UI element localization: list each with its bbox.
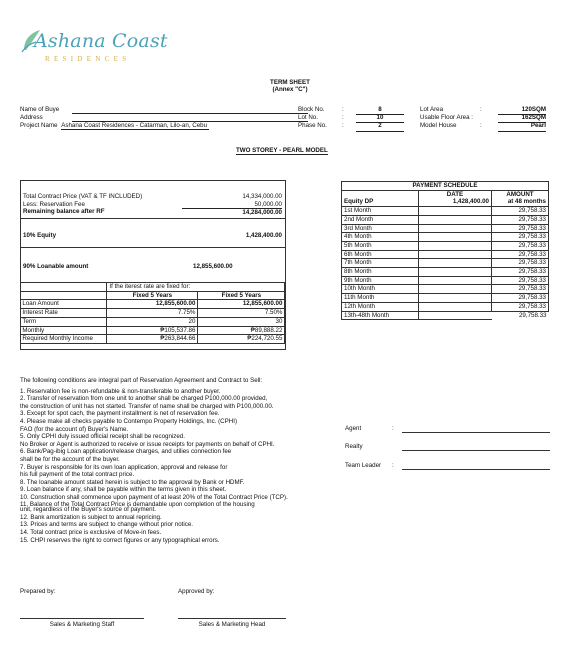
condition-item: 5. Only CPHI duly issued official receipt shall be recognized.	[20, 433, 185, 441]
schedule-date[interactable]	[419, 215, 492, 224]
approved-by-label: Approved by:	[178, 588, 215, 595]
realty-label: Realty	[345, 443, 363, 450]
lot-area-label: Lot Area	[420, 106, 444, 113]
loan-row-label: Term	[20, 317, 107, 326]
colon: :	[480, 122, 482, 130]
lot-label: Lot No.	[298, 114, 318, 122]
schedule-month: 9th Month	[342, 276, 419, 285]
phase-label: Phase No.	[298, 122, 327, 130]
schedule-amount: 29,758.33	[492, 302, 549, 311]
loan-row	[20, 300, 285, 309]
model-title-text: TWO STOREY - PEARL MODEL	[236, 147, 328, 154]
block-label: Block No.	[298, 106, 325, 113]
model-label: Model House	[420, 122, 457, 130]
tcp-block	[23, 193, 142, 216]
loan-row-col1: ₱105,537.86	[107, 326, 198, 335]
condition-item: 6. Bank/Pag-ibig Loan application/release charges, and utilies connection fee	[20, 448, 232, 456]
colon: :	[342, 106, 344, 113]
payment-schedule	[341, 181, 549, 320]
condition-item: his full payment of the total contract price.	[20, 471, 135, 479]
schedule-month: 6th Month	[342, 250, 419, 259]
loan-row	[20, 326, 285, 335]
schedule-row	[342, 276, 549, 285]
agent-line[interactable]	[402, 432, 550, 433]
condition-item: The following conditions are integral part of Reservation Agreement and Contract to Sell:	[20, 377, 263, 384]
schedule-month: 11th Month	[342, 294, 419, 303]
brand-name: Ashana Coast	[34, 30, 168, 52]
schedule-row	[342, 268, 549, 277]
floor-area-value: 162SQM	[498, 114, 546, 123]
schedule-amount: 29,758.33	[492, 285, 549, 294]
condition-item: shall be for the account of the buyer.	[20, 455, 120, 463]
schedule-amount: 29,758.33	[492, 294, 549, 303]
schedule-amount: 29,758.33	[492, 276, 549, 285]
tcp-label: Total Contract Price (VAT & TF INCLUDED)	[23, 193, 143, 200]
loan-row-col2: ₱89,888.22	[198, 326, 285, 335]
team-leader-label: Team Leader	[345, 462, 382, 469]
team-leader-line[interactable]	[402, 469, 550, 470]
schedule-month: 12th Month	[342, 302, 419, 311]
equity-dp-label: Equity DP	[342, 198, 419, 206]
tcp-values	[182, 193, 282, 217]
title-line-1: TERM SHEET	[270, 79, 310, 86]
loan-row-col2: 7.50%	[198, 309, 285, 318]
loan-row	[20, 335, 285, 344]
condition-item: 13. Prices and terms are subject to change without prior notice.	[20, 521, 193, 529]
loan-row-label: Loan Amount	[20, 300, 107, 309]
balance-value: 14,284,000.00	[242, 209, 282, 217]
condition-item: 1. Reservation fee is non-refundable & non-transferable to another buyer.	[20, 387, 221, 395]
schedule-amount: 29,758.33	[492, 215, 549, 224]
condition-item: 3. Except for spot cach, the payment installment is net of reservation fee.	[20, 410, 220, 418]
condition-item: 2. Transfer of reservation from one unit to another shall be charged P100,000.00 provided,	[20, 395, 268, 403]
lot-value: 10	[356, 114, 404, 123]
loan-table	[20, 282, 285, 344]
condition-item: 11. Balance of the Total Contract Price is demandable upon completion of the housing unit, regardless of the Buyer's source of payment.	[20, 500, 255, 513]
condition-item: No Broker or Agent is authorized to receive or issue receipts for payments on behalf of CPHI.	[20, 440, 275, 448]
head-label: Sales & Marketing Head	[198, 621, 266, 628]
colon: :	[480, 106, 482, 113]
schedule-row	[342, 302, 549, 311]
schedule-month: 10th Month	[342, 285, 419, 294]
schedule-month: 3rd Month	[342, 224, 419, 233]
condition-item: 15. CHPI reserves the right to correct figures or any typographical errors.	[20, 536, 220, 544]
condition-item: FAO (for the account of) Buyer's Name.	[20, 425, 129, 433]
condition-item: 9. Loan balance if any, shall be payable within the terms given in this sheet.	[20, 486, 227, 494]
unit-info	[298, 106, 558, 131]
schedule-date[interactable]	[419, 259, 492, 268]
schedule-month: 13th-48th Month	[342, 311, 419, 320]
loanable-value: 12,855,600.00	[193, 263, 233, 270]
schedule-row	[342, 285, 549, 294]
colon: :	[342, 114, 344, 122]
loan-row-label: Interest Rate	[20, 309, 107, 318]
block-value: 8	[356, 106, 404, 115]
schedule-date[interactable]	[419, 233, 492, 242]
balance-label: Remaining balance after RF	[23, 208, 105, 216]
loan-row-col2: 30	[198, 317, 285, 326]
rf-value: 50,000.00	[182, 201, 282, 210]
schedule-month: 2nd Month	[342, 215, 419, 224]
project-name-value: Ashana Coast Residences - Catarman, Lilo-an, Cebu	[61, 122, 208, 130]
loanable-label: 90% Loanable amount	[23, 263, 89, 270]
equity-dp-amount: 1,428,400.00	[419, 198, 492, 206]
schedule-row	[342, 215, 549, 224]
schedule-row	[342, 259, 549, 268]
schedule-date[interactable]	[419, 207, 492, 216]
pricing-table	[20, 180, 286, 350]
company-logo	[20, 28, 168, 68]
buyer-name-label: Name of Buye	[20, 106, 60, 113]
model-value: Pearl	[498, 122, 546, 131]
condition-item: 10. Construction shall commence upon payment of at least 20% of the Total Contract Price (TCP).	[20, 493, 288, 501]
loan-row	[20, 317, 285, 326]
schedule-month: 4th Month	[342, 233, 419, 242]
model-title	[236, 147, 328, 154]
schedule-date[interactable]	[419, 224, 492, 233]
schedule-date[interactable]	[419, 285, 492, 294]
condition-item: 4. Please make all checks payable to Contempo Property Holdings, Inc. (CPHI)	[20, 417, 238, 425]
agent-label: Agent	[345, 425, 362, 432]
schedule-amount: 29,758.33	[492, 259, 549, 268]
buyer-name-field[interactable]	[72, 106, 308, 114]
prepared-by-line[interactable]	[20, 618, 144, 619]
colon: :	[342, 122, 344, 130]
title-line-2: (Annex "C")	[272, 86, 308, 93]
schedule-amount: 29,758.33	[518, 311, 547, 319]
phase-value: 2	[356, 122, 404, 131]
loan-row-col1: 7.75%	[107, 309, 198, 318]
condition-item: the construction of unit has not started. Transfer of name shall be charged with P100,000.00.	[20, 402, 274, 410]
loan-row-col1: 12,855,600.00	[107, 300, 198, 309]
col1-header: Fixed 5 Years	[107, 291, 198, 300]
schedule-row	[342, 224, 549, 233]
schedule-amount: 29,758.33	[492, 250, 549, 259]
loan-row	[20, 309, 285, 318]
rf-label: Less: Reservation Fee	[23, 200, 85, 208]
agent-colon: :	[392, 425, 394, 432]
approved-by-line[interactable]	[178, 618, 286, 619]
schedule-month: 1st Month	[342, 207, 419, 216]
schedule-date[interactable]	[419, 294, 492, 303]
equity-value: 1,428,400.00	[245, 232, 282, 239]
schedule-month: 7th Month	[342, 259, 419, 268]
schedule-date[interactable]	[419, 241, 492, 250]
schedule-month: 5th Month	[342, 241, 419, 250]
equity-dp-terms: at 48 months	[492, 198, 549, 206]
loan-row-label: Required Monthly Income	[20, 335, 107, 344]
col2-header: Fixed 5 Years	[198, 291, 285, 300]
schedule-date[interactable]	[419, 302, 492, 311]
realty-line[interactable]	[402, 450, 550, 451]
loan-row-col2: ₱224,720.55	[198, 335, 285, 344]
document-title	[220, 79, 360, 93]
schedule-amount: 29,758.33	[492, 207, 549, 216]
buyer-info	[20, 106, 209, 131]
schedule-title: PAYMENT SCHEDULE	[342, 182, 549, 191]
schedule-date[interactable]	[419, 268, 492, 277]
loan-row-label: Monthly	[20, 326, 107, 335]
schedule-date[interactable]	[419, 250, 492, 259]
prepared-by-label: Prepared by:	[20, 588, 56, 595]
loan-row-col1: 20	[107, 317, 198, 326]
schedule-amount: 29,758.33	[492, 233, 549, 242]
schedule-row	[342, 207, 549, 216]
brand-subtitle: RESIDENCES	[45, 55, 131, 63]
schedule-row	[342, 233, 549, 242]
interest-header: If the iterest rate are fixed for:	[107, 283, 285, 292]
tcp-value: 14,334,000.00	[242, 193, 282, 200]
condition-item: 12. Bank amortization is subject to annual repricing.	[20, 513, 162, 521]
schedule-amount: 29,758.33	[492, 241, 549, 250]
date-header: DATE	[419, 190, 492, 198]
staff-label: Sales & Marketing Staff	[49, 621, 115, 628]
schedule-date[interactable]	[419, 311, 492, 320]
conditions-list	[20, 377, 320, 544]
team-leader-colon: :	[392, 462, 394, 469]
equity-label: 10% Equity	[23, 232, 57, 239]
floor-area-label: Usable Floor Area :	[420, 114, 473, 122]
condition-item: 8. The loanable amount stated herein is subject to the approval by Bank or HDMF.	[20, 478, 245, 486]
schedule-row	[342, 241, 549, 250]
project-name-label: Project Name	[20, 122, 58, 130]
schedule-row	[342, 294, 549, 303]
condition-item: 14. Total contract price is exclusive of Move-in fees.	[20, 529, 162, 536]
schedule-row	[342, 250, 549, 259]
schedule-month: 8th Month	[342, 268, 419, 277]
condition-item: 7. Buyer is responsible for its own loan application, approval and release for	[20, 463, 228, 471]
lot-area-value: 120SQM	[498, 106, 546, 115]
schedule-row	[342, 311, 549, 320]
schedule-date[interactable]	[419, 276, 492, 285]
loan-row-col2: 12,855,600.00	[198, 300, 285, 309]
buyer-address-field[interactable]	[72, 114, 308, 122]
schedule-amount: 29,758.33	[492, 268, 549, 277]
loan-row-col1: ₱263,844.66	[107, 335, 198, 344]
amount-header: AMOUNT	[492, 190, 549, 198]
buyer-address-label: Address	[20, 114, 43, 122]
schedule-amount: 29,758.33	[492, 224, 549, 233]
